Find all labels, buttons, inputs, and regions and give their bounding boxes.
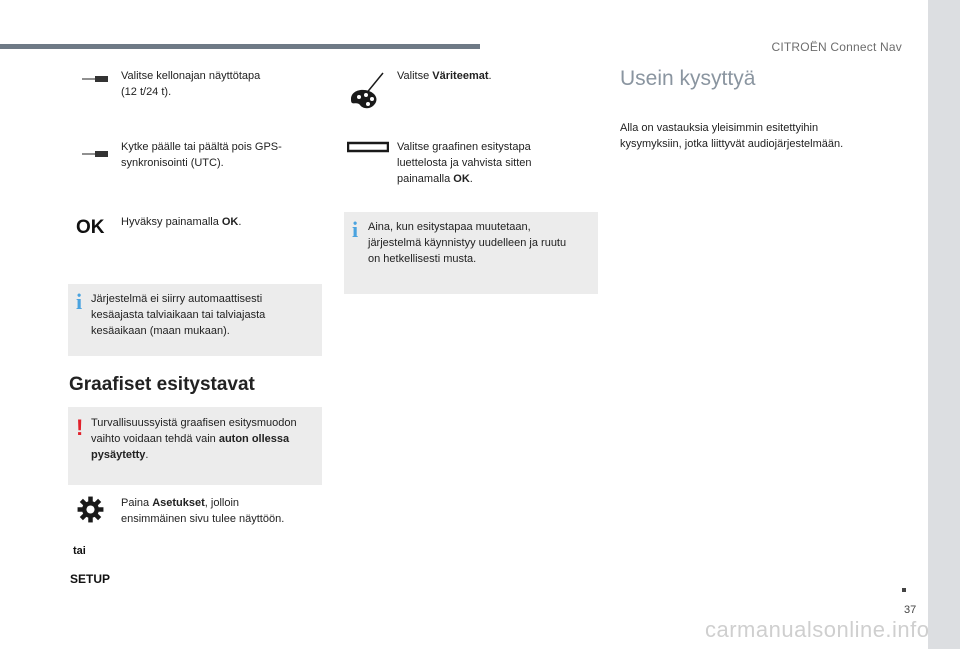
restart-note-text: Aina, kun esitystapaa muutetaan, järjestelmä käynnistyy uudelleen ja ruutu on hetkellisesti musta. xyxy=(368,221,567,265)
time-format-text: Valitse kellonajan näyttötapa (12 t/24 t). xyxy=(121,70,261,98)
page-edge-strip xyxy=(928,0,960,649)
graphic-style-text: Valitse graafinen esitystapa luettelosta ja vahvista sitten painamalla OK. xyxy=(397,141,532,185)
settings-text: Paina Asetukset, jolloin ensimmäinen sivu tulee näyttöön. xyxy=(121,497,285,525)
gps-sync-text: Kytke päälle tai päältä pois GPS- synkronisointi (UTC). xyxy=(121,141,282,169)
palette-icon xyxy=(349,71,385,111)
dst-note-text: Järjestelmä ei siirry automaattisesti kesäajasta talviaikaan tai talviajasta kesäaikaan (maan mukaan). xyxy=(91,293,266,337)
watermark: carmanualsonline.info xyxy=(705,617,930,642)
gear-icon xyxy=(77,496,104,523)
header-rule xyxy=(0,44,480,49)
header-brand: CITROËN Connect Nav xyxy=(771,40,902,54)
slider-icon xyxy=(82,146,108,162)
info-icon: i xyxy=(352,217,359,242)
or-label: tai xyxy=(73,545,86,557)
color-themes-text: Valitse Väriteemat. xyxy=(397,70,492,82)
page-end-marker xyxy=(902,588,906,592)
page-number: 37 xyxy=(904,604,917,616)
setup-button-label: SETUP xyxy=(70,572,111,586)
faq-intro-text: Alla on vastauksia yleisimmin esitettyihin kysymyksiin, jotka liittyvät audiojärjestelmään. xyxy=(620,122,844,150)
ok-confirm-text: Hyväksy painamalla OK. xyxy=(121,216,242,228)
info-icon: i xyxy=(76,289,83,314)
display-icon xyxy=(347,141,389,153)
warning-text: Turvallisuussyistä graafisen esitysmuodon vaihto voidaan tehdä vain auton ollessa pysäytetty. xyxy=(91,417,297,461)
warning-icon: ! xyxy=(76,415,84,440)
section-title: Graafiset esitystavat xyxy=(69,374,255,395)
ok-button-label: OK xyxy=(76,217,105,238)
slider-icon xyxy=(82,71,108,87)
faq-title: Usein kysyttyä xyxy=(620,67,756,90)
